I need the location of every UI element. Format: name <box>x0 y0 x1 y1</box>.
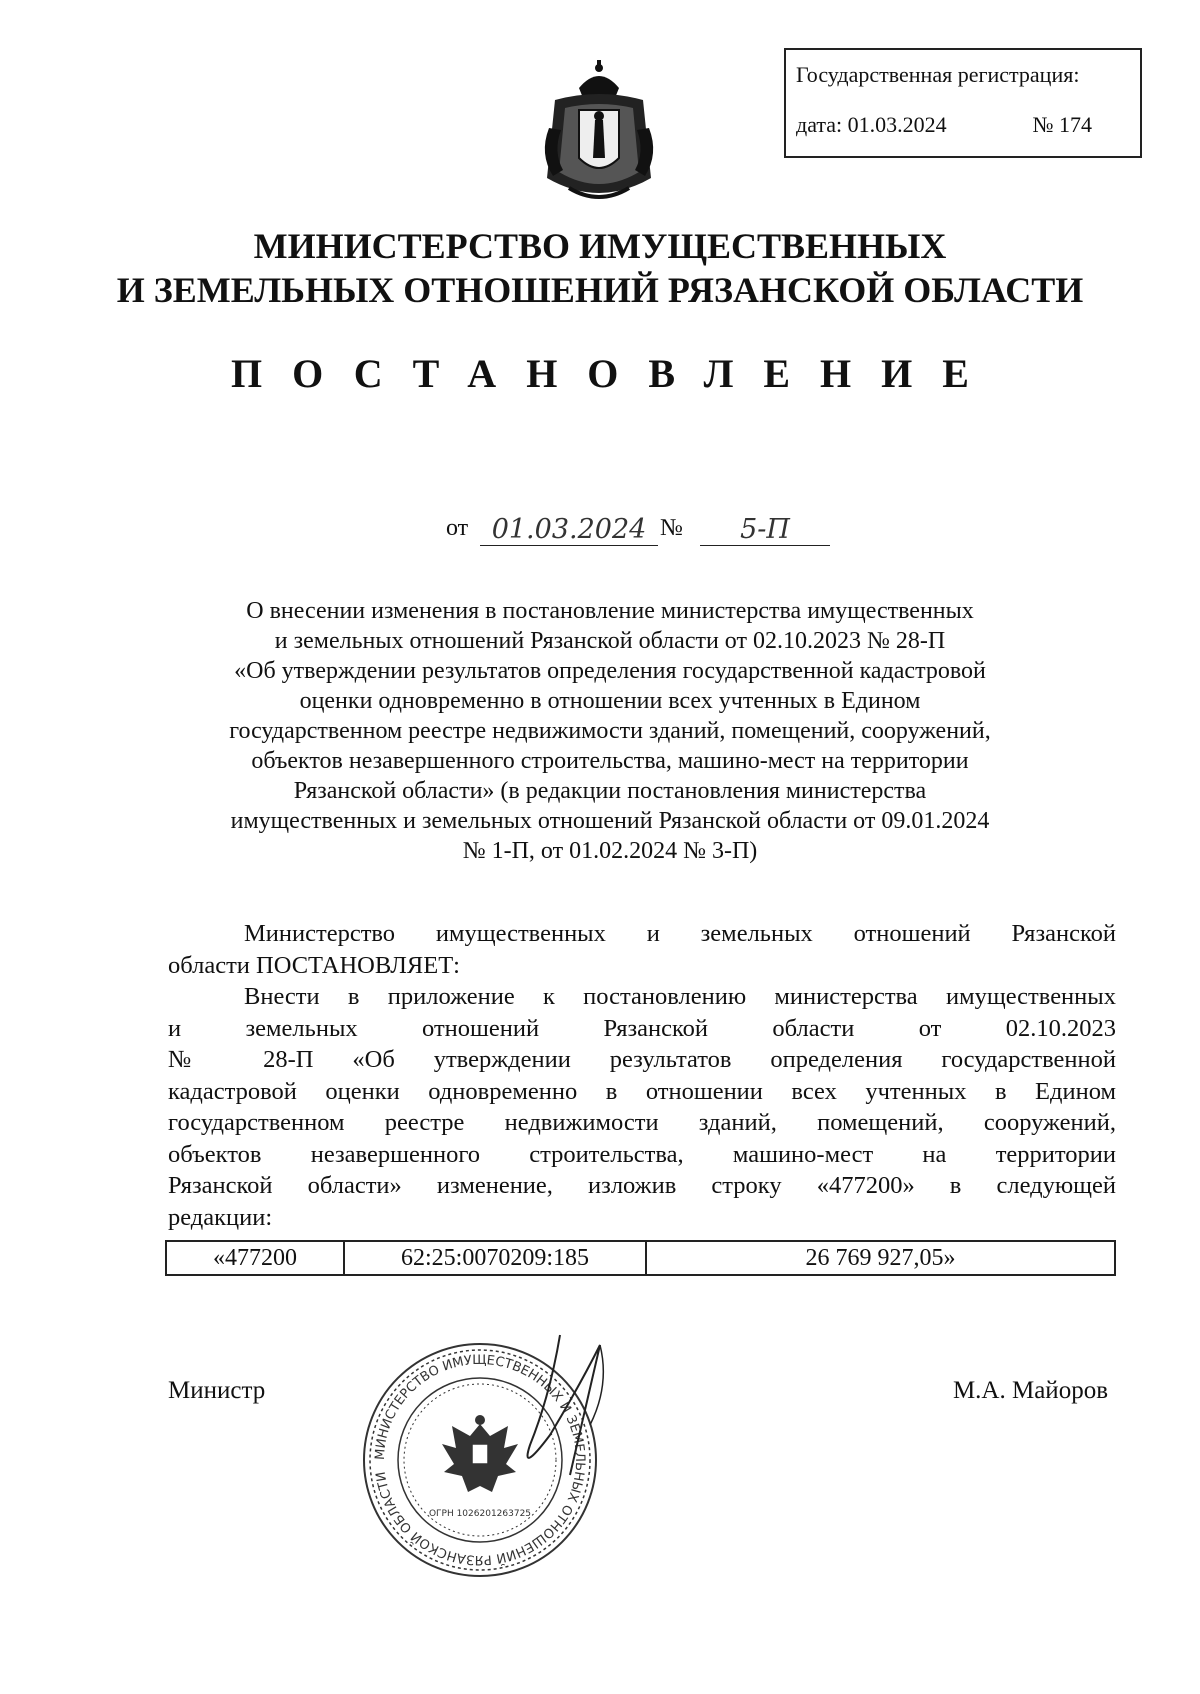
ministry-name-line-1: МИНИСТЕРСТВО ИМУЩЕСТВЕННЫХ <box>253 226 947 266</box>
signer-name: М.А. Майоров <box>952 1377 1108 1404</box>
cadastral-value-cell: 26 769 927,05» <box>646 1241 1115 1275</box>
paragraph-line: Внести в приложение к постановлению министерства имущественных <box>244 983 1116 1010</box>
document-type-title: ПОСТАНОВЛЕНИЕ <box>231 351 999 396</box>
state-registration-box <box>784 48 1142 158</box>
paragraph-line: и земельных отношений Рязанской области от 02.10.2023 <box>168 1014 1116 1042</box>
heading-line: имущественных и земельных отношений Рязанской области от 09.01.2024 <box>230 808 990 834</box>
handwritten-signature <box>490 1325 690 1485</box>
heading-line: и земельных отношений Рязанской области от 02.10.2023 № 28-П <box>274 628 946 654</box>
ministry-name-line-2: И ЗЕМЕЛЬНЫХ ОТНОШЕНИЙ РЯЗАНСКОЙ ОБЛАСТИ <box>116 270 1084 310</box>
registration-date: дата: 01.03.2024 <box>796 112 947 137</box>
resolution-paragraph <box>168 918 1116 981</box>
paragraph-line: Рязанской области» изменение, изложив строку «477200» в следующей <box>168 1172 1116 1199</box>
seal-inner-text: ОГРН 1026201263725 <box>428 1509 532 1519</box>
paragraph-line: № 28-П «Об утверждении результатов определения государственной <box>168 1046 1116 1073</box>
paragraph-line: объектов незавершенного строительства, машино-мест на территории <box>168 1140 1116 1168</box>
registration-number: № 174 <box>1032 112 1092 137</box>
heading-line: «Об утверждении результатов определения государственной кадастровой <box>234 658 986 684</box>
amended-row-table <box>165 1240 1116 1276</box>
row-number-cell: «477200 <box>166 1241 344 1275</box>
cadastral-number-cell: 62:25:0070209:185 <box>344 1241 646 1275</box>
signer-position: Министр <box>168 1377 266 1404</box>
paragraph-line: кадастровой оценки одновременно в отношении всех учтенных в Едином <box>168 1077 1116 1105</box>
seal-outer-text: МИНИСТЕРСТВО ИМУЩЕСТВЕННЫХ И ЗЕМЕЛЬНЫХ ОТНОШЕНИЙ РЯЗАНСКОЙ ОБЛАСТИ <box>372 1352 588 1568</box>
decree-number-handwritten: 5-П <box>700 514 830 546</box>
heading-line: Рязанской области» (в редакции постановления министерства <box>293 778 927 804</box>
table-row <box>166 1241 1115 1275</box>
paragraph-line: области ПОСТАНОВЛЯЕТ: <box>168 951 460 979</box>
coat-of-arms-emblem <box>535 58 663 210</box>
paragraph-line: редакции: <box>168 1203 273 1231</box>
amendment-paragraph <box>168 981 1116 1233</box>
registration-title: Государственная регистрация: <box>796 62 1080 87</box>
paragraph-line: Министерство имущественных и земельных отношений Рязанской <box>244 920 1116 947</box>
heading-line: оценки одновременно в отношении всех учтенных в Едином <box>299 688 921 714</box>
decree-date-handwritten: 01.03.2024 <box>480 514 658 546</box>
heading-line: № 1-П, от 01.02.2024 № 3-П) <box>462 838 758 864</box>
decree-date-number-line <box>446 508 846 548</box>
heading-line: государственном реестре недвижимости зданий, помещений, сооружений, <box>229 718 991 744</box>
decree-heading <box>140 596 1080 866</box>
date-from-label: от <box>446 515 469 541</box>
heading-line: объектов незавершенного строительства, машино-мест на территории <box>251 748 969 774</box>
number-label: № <box>660 515 683 541</box>
heading-line: О внесении изменения в постановление министерства имущественных <box>246 598 974 624</box>
paragraph-line: государственном реестре недвижимости зданий, помещений, сооружений, <box>168 1109 1116 1136</box>
